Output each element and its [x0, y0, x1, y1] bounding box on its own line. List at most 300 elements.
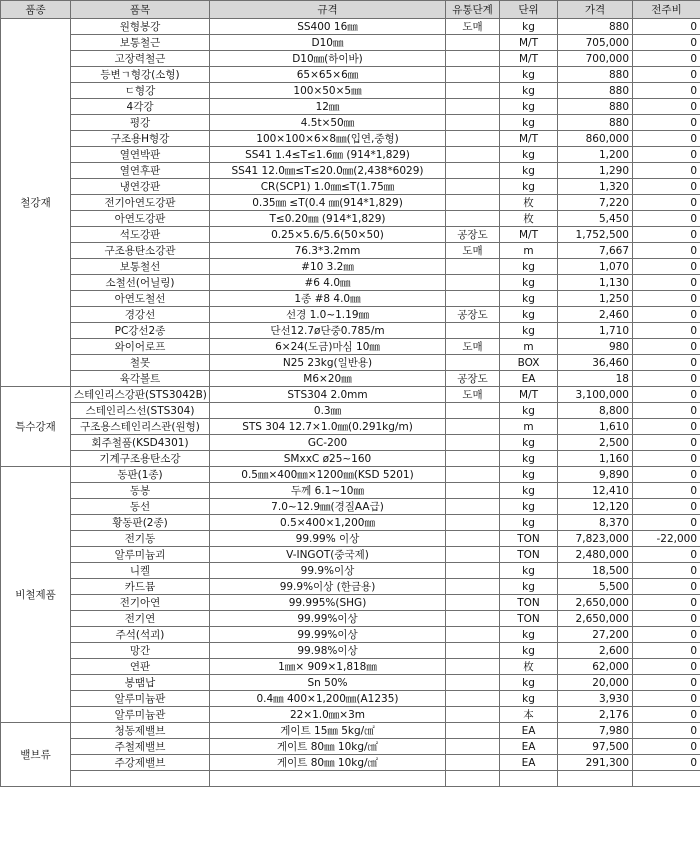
spec-cell: 단선12.7ø단중0.785/m — [210, 323, 446, 339]
price-cell: 18,500 — [558, 563, 633, 579]
distribution-stage-cell — [446, 547, 500, 563]
distribution-stage-cell — [446, 499, 500, 515]
spec-cell: 게이트 15㎜ 5kg/㎠ — [210, 723, 446, 739]
item-name-cell: 동봉 — [71, 483, 210, 499]
unit-cell: kg — [500, 323, 558, 339]
price-cell: 291,300 — [558, 755, 633, 771]
prev-week-change-cell: 0 — [633, 195, 700, 211]
table-row — [1, 467, 700, 483]
unit-cell: BOX — [500, 355, 558, 371]
prev-week-change-cell: 0 — [633, 179, 700, 195]
price-cell: 2,600 — [558, 643, 633, 659]
price-cell: 3,930 — [558, 691, 633, 707]
header-unit: 단위 — [500, 1, 558, 19]
table-row — [1, 275, 700, 291]
unit-cell: kg — [500, 579, 558, 595]
table-row — [1, 707, 700, 723]
prev-week-change-cell: 0 — [633, 67, 700, 83]
prev-week-change-cell: 0 — [633, 547, 700, 563]
table-row — [1, 51, 700, 67]
table-row — [1, 691, 700, 707]
unit-cell: kg — [500, 179, 558, 195]
price-cell: 12,410 — [558, 483, 633, 499]
unit-cell: kg — [500, 451, 558, 467]
table-row — [1, 147, 700, 163]
item-name-cell: 주강제밸브 — [71, 755, 210, 771]
item-name-cell: 전기연 — [71, 611, 210, 627]
unit-cell: kg — [500, 627, 558, 643]
spec-cell: 0.25×5.6/5.6(50×50) — [210, 227, 446, 243]
header-spec: 규격 — [210, 1, 446, 19]
item-name-cell: 냉연강판 — [71, 179, 210, 195]
distribution-stage-cell — [446, 643, 500, 659]
distribution-stage-cell — [446, 691, 500, 707]
item-name-cell — [71, 771, 210, 787]
spec-cell: 1종 #8 4.0㎜ — [210, 291, 446, 307]
spec-cell: #10 3.2㎜ — [210, 259, 446, 275]
price-cell: 36,460 — [558, 355, 633, 371]
spec-cell: V-INGOT(중국제) — [210, 547, 446, 563]
header-stage: 유통단계 — [446, 1, 500, 19]
unit-cell: kg — [500, 691, 558, 707]
table-row — [1, 403, 700, 419]
item-name-cell: PC강선2종 — [71, 323, 210, 339]
price-cell: 1,130 — [558, 275, 633, 291]
table-row — [1, 179, 700, 195]
category-cell: 철강재 — [1, 19, 71, 387]
table-row — [1, 739, 700, 755]
prev-week-change-cell: 0 — [633, 755, 700, 771]
item-name-cell: 니켈 — [71, 563, 210, 579]
unit-cell: kg — [500, 467, 558, 483]
spec-cell: 99.99% 이상 — [210, 531, 446, 547]
distribution-stage-cell — [446, 211, 500, 227]
prev-week-change-cell: 0 — [633, 451, 700, 467]
prev-week-change-cell: 0 — [633, 643, 700, 659]
prev-week-change-cell: 0 — [633, 163, 700, 179]
item-name-cell: 아연도철선 — [71, 291, 210, 307]
prev-week-change-cell — [633, 771, 700, 787]
distribution-stage-cell — [446, 563, 500, 579]
prev-week-change-cell: 0 — [633, 387, 700, 403]
prev-week-change-cell: 0 — [633, 115, 700, 131]
distribution-stage-cell — [446, 51, 500, 67]
prev-week-change-cell: 0 — [633, 355, 700, 371]
distribution-stage-cell — [446, 131, 500, 147]
unit-cell: kg — [500, 19, 558, 35]
prev-week-change-cell: 0 — [633, 99, 700, 115]
unit-cell: kg — [500, 67, 558, 83]
price-cell: 1,752,500 — [558, 227, 633, 243]
item-name-cell: 전기아연도강판 — [71, 195, 210, 211]
prev-week-change-cell: 0 — [633, 291, 700, 307]
price-cell: 7,220 — [558, 195, 633, 211]
distribution-stage-cell — [446, 67, 500, 83]
item-name-cell: 청동제밸브 — [71, 723, 210, 739]
item-name-cell: ㄷ형강 — [71, 83, 210, 99]
header-row — [1, 1, 700, 19]
unit-cell: kg — [500, 275, 558, 291]
table-row — [1, 547, 700, 563]
distribution-stage-cell — [446, 163, 500, 179]
spec-cell: 99.9%이상 — [210, 563, 446, 579]
distribution-stage-cell: 도매 — [446, 19, 500, 35]
price-cell: 8,800 — [558, 403, 633, 419]
prev-week-change-cell: 0 — [633, 83, 700, 99]
distribution-stage-cell — [446, 531, 500, 547]
table-row — [1, 419, 700, 435]
table-row — [1, 451, 700, 467]
distribution-stage-cell — [446, 99, 500, 115]
table-row — [1, 627, 700, 643]
price-cell: 880 — [558, 99, 633, 115]
table-row — [1, 771, 700, 787]
table-row — [1, 195, 700, 211]
prev-week-change-cell: 0 — [633, 611, 700, 627]
prev-week-change-cell: 0 — [633, 691, 700, 707]
unit-cell: EA — [500, 739, 558, 755]
distribution-stage-cell — [446, 275, 500, 291]
price-cell: 2,500 — [558, 435, 633, 451]
header-item: 품목 — [71, 1, 210, 19]
spec-cell: SS41 1.4≤T≤1.6㎜ (914*1,829) — [210, 147, 446, 163]
spec-cell: SMxxC ø25~160 — [210, 451, 446, 467]
unit-cell: kg — [500, 307, 558, 323]
distribution-stage-cell — [446, 611, 500, 627]
spec-cell: 65×65×6㎜ — [210, 67, 446, 83]
price-cell: 1,320 — [558, 179, 633, 195]
price-cell: 980 — [558, 339, 633, 355]
table-row — [1, 259, 700, 275]
spec-cell: 99.995%(SHG) — [210, 595, 446, 611]
unit-cell: kg — [500, 259, 558, 275]
price-cell — [558, 771, 633, 787]
prev-week-change-cell: 0 — [633, 307, 700, 323]
header-prev-week: 전주비 — [633, 1, 700, 19]
price-cell: 1,200 — [558, 147, 633, 163]
distribution-stage-cell — [446, 755, 500, 771]
table-row — [1, 291, 700, 307]
prev-week-change-cell: 0 — [633, 35, 700, 51]
unit-cell: kg — [500, 99, 558, 115]
price-cell: 2,650,000 — [558, 595, 633, 611]
price-cell: 1,160 — [558, 451, 633, 467]
table-row — [1, 83, 700, 99]
price-cell: 2,650,000 — [558, 611, 633, 627]
unit-cell: kg — [500, 83, 558, 99]
prev-week-change-cell: 0 — [633, 659, 700, 675]
price-cell: 20,000 — [558, 675, 633, 691]
category-cell: 특수강재 — [1, 387, 71, 467]
item-name-cell: 열연후판 — [71, 163, 210, 179]
item-name-cell: 전기아연 — [71, 595, 210, 611]
unit-cell: 枚 — [500, 659, 558, 675]
unit-cell: kg — [500, 563, 558, 579]
price-cell: 2,460 — [558, 307, 633, 323]
price-cell: 3,100,000 — [558, 387, 633, 403]
table-row — [1, 675, 700, 691]
spec-cell — [210, 771, 446, 787]
item-name-cell: 알루미늄판 — [71, 691, 210, 707]
prev-week-change-cell: 0 — [633, 259, 700, 275]
item-name-cell: 주철제밸브 — [71, 739, 210, 755]
item-name-cell: 황동판(2종) — [71, 515, 210, 531]
distribution-stage-cell: 도매 — [446, 243, 500, 259]
item-name-cell: 동선 — [71, 499, 210, 515]
spec-cell: M6×20㎜ — [210, 371, 446, 387]
spec-cell: D10㎜ — [210, 35, 446, 51]
price-cell: 9,890 — [558, 467, 633, 483]
spec-cell: 99.9%이상 (한금용) — [210, 579, 446, 595]
item-name-cell: 경강선 — [71, 307, 210, 323]
spec-cell: STS 304 12.7×1.0㎜(0.291kg/m) — [210, 419, 446, 435]
distribution-stage-cell — [446, 771, 500, 787]
unit-cell: M/T — [500, 35, 558, 51]
item-name-cell: 보통철근 — [71, 35, 210, 51]
price-cell: 880 — [558, 115, 633, 131]
unit-cell: kg — [500, 115, 558, 131]
unit-cell: M/T — [500, 131, 558, 147]
distribution-stage-cell — [446, 323, 500, 339]
item-name-cell: 카드뮴 — [71, 579, 210, 595]
table-row — [1, 515, 700, 531]
table-row — [1, 387, 700, 403]
prev-week-change-cell: 0 — [633, 499, 700, 515]
unit-cell: kg — [500, 163, 558, 179]
unit-cell: EA — [500, 723, 558, 739]
table-row — [1, 643, 700, 659]
spec-cell: 0.5㎜×400㎜×1200㎜(KSD 5201) — [210, 467, 446, 483]
prev-week-change-cell: 0 — [633, 435, 700, 451]
spec-cell: 99.99%이상 — [210, 611, 446, 627]
spec-cell: 0.3㎜ — [210, 403, 446, 419]
price-cell: 880 — [558, 83, 633, 99]
distribution-stage-cell: 공장도 — [446, 307, 500, 323]
distribution-stage-cell — [446, 419, 500, 435]
spec-cell: 선경 1.0~1.19㎜ — [210, 307, 446, 323]
unit-cell: EA — [500, 371, 558, 387]
item-name-cell: 연판 — [71, 659, 210, 675]
table-row — [1, 339, 700, 355]
spec-cell: 0.4㎜ 400×1,200㎜(A1235) — [210, 691, 446, 707]
distribution-stage-cell — [446, 451, 500, 467]
prev-week-change-cell: 0 — [633, 515, 700, 531]
item-name-cell: 소철선(어닐링) — [71, 275, 210, 291]
item-name-cell: 열연박판 — [71, 147, 210, 163]
prev-week-change-cell: 0 — [633, 51, 700, 67]
item-name-cell: 원형봉강 — [71, 19, 210, 35]
unit-cell: kg — [500, 515, 558, 531]
unit-cell: m — [500, 243, 558, 259]
prev-week-change-cell: 0 — [633, 227, 700, 243]
prev-week-change-cell: 0 — [633, 275, 700, 291]
unit-cell: M/T — [500, 227, 558, 243]
table-row — [1, 323, 700, 339]
prev-week-change-cell: 0 — [633, 339, 700, 355]
unit-cell: kg — [500, 499, 558, 515]
prev-week-change-cell: 0 — [633, 403, 700, 419]
spec-cell: 99.98%이상 — [210, 643, 446, 659]
distribution-stage-cell: 도매 — [446, 387, 500, 403]
spec-cell: 76.3*3.2mm — [210, 243, 446, 259]
table-row — [1, 435, 700, 451]
unit-cell: TON — [500, 547, 558, 563]
item-name-cell: 평강 — [71, 115, 210, 131]
prev-week-change-cell: 0 — [633, 483, 700, 499]
item-name-cell: 회주철품(KSD4301) — [71, 435, 210, 451]
item-name-cell: 주석(석괴) — [71, 627, 210, 643]
price-cell: 12,120 — [558, 499, 633, 515]
category-cell: 비철제품 — [1, 467, 71, 723]
distribution-stage-cell — [446, 35, 500, 51]
distribution-stage-cell — [446, 147, 500, 163]
price-cell: 7,980 — [558, 723, 633, 739]
table-row — [1, 499, 700, 515]
unit-cell: M/T — [500, 51, 558, 67]
price-cell: 5,500 — [558, 579, 633, 595]
price-cell: 7,823,000 — [558, 531, 633, 547]
prev-week-change-cell: 0 — [633, 323, 700, 339]
price-cell: 860,000 — [558, 131, 633, 147]
table-row — [1, 659, 700, 675]
spec-cell: GC-200 — [210, 435, 446, 451]
table-row — [1, 99, 700, 115]
table-row — [1, 723, 700, 739]
table-row — [1, 163, 700, 179]
distribution-stage-cell — [446, 403, 500, 419]
prev-week-change-cell: 0 — [633, 243, 700, 259]
price-cell: 1,610 — [558, 419, 633, 435]
distribution-stage-cell — [446, 179, 500, 195]
prev-week-change-cell: 0 — [633, 563, 700, 579]
spec-cell: CR(SCP1) 1.0㎜≤T(1.75㎜ — [210, 179, 446, 195]
unit-cell: TON — [500, 595, 558, 611]
spec-cell: #6 4.0㎜ — [210, 275, 446, 291]
spec-cell: 22×1.0㎜×3m — [210, 707, 446, 723]
item-name-cell: 동판(1종) — [71, 467, 210, 483]
spec-cell: T≤0.20㎜ (914*1,829) — [210, 211, 446, 227]
spec-cell: 100×100×6×8㎜(입연,중형) — [210, 131, 446, 147]
spec-cell: 100×50×5㎜ — [210, 83, 446, 99]
spec-cell: 게이트 80㎜ 10kg/㎠ — [210, 755, 446, 771]
distribution-stage-cell — [446, 739, 500, 755]
table-row — [1, 531, 700, 547]
price-cell: 1,250 — [558, 291, 633, 307]
distribution-stage-cell: 도매 — [446, 339, 500, 355]
table-row — [1, 755, 700, 771]
unit-cell: 枚 — [500, 211, 558, 227]
price-cell: 5,450 — [558, 211, 633, 227]
unit-cell: TON — [500, 531, 558, 547]
item-name-cell: 와이어로프 — [71, 339, 210, 355]
table-row — [1, 227, 700, 243]
distribution-stage-cell — [446, 435, 500, 451]
distribution-stage-cell: 공장도 — [446, 227, 500, 243]
distribution-stage-cell — [446, 115, 500, 131]
spec-cell: 7.0~12.9㎜(경질AA급) — [210, 499, 446, 515]
unit-cell: kg — [500, 147, 558, 163]
item-name-cell: 스테인리스선(STS304) — [71, 403, 210, 419]
prev-week-change-cell: 0 — [633, 707, 700, 723]
distribution-stage-cell — [446, 659, 500, 675]
unit-cell: kg — [500, 675, 558, 691]
item-name-cell: 알루미늄괴 — [71, 547, 210, 563]
item-name-cell: 아연도강판 — [71, 211, 210, 227]
spec-cell: 4.5t×50㎜ — [210, 115, 446, 131]
prev-week-change-cell: 0 — [633, 595, 700, 611]
unit-cell: kg — [500, 643, 558, 659]
unit-cell: M/T — [500, 387, 558, 403]
price-cell: 8,370 — [558, 515, 633, 531]
item-name-cell: 보통철선 — [71, 259, 210, 275]
unit-cell — [500, 771, 558, 787]
distribution-stage-cell — [446, 579, 500, 595]
table-row — [1, 67, 700, 83]
table-row — [1, 483, 700, 499]
price-cell: 2,176 — [558, 707, 633, 723]
price-cell: 27,200 — [558, 627, 633, 643]
distribution-stage-cell — [446, 355, 500, 371]
unit-cell: kg — [500, 435, 558, 451]
item-name-cell: 구조용H형강 — [71, 131, 210, 147]
spec-cell: N25 23kg(일반용) — [210, 355, 446, 371]
price-table-body — [1, 19, 700, 787]
category-cell: 밸브류 — [1, 723, 71, 787]
distribution-stage-cell — [446, 675, 500, 691]
table-row — [1, 35, 700, 51]
spec-cell: 게이트 80㎜ 10kg/㎠ — [210, 739, 446, 755]
item-name-cell: 알루미늄관 — [71, 707, 210, 723]
item-name-cell: 육각볼트 — [71, 371, 210, 387]
prev-week-change-cell: 0 — [633, 19, 700, 35]
table-row — [1, 19, 700, 35]
unit-cell: 本 — [500, 707, 558, 723]
item-name-cell: 4각강 — [71, 99, 210, 115]
price-cell: 700,000 — [558, 51, 633, 67]
price-cell: 880 — [558, 67, 633, 83]
item-name-cell: 석도강판 — [71, 227, 210, 243]
prev-week-change-cell: 0 — [633, 627, 700, 643]
unit-cell: kg — [500, 291, 558, 307]
prev-week-change-cell: 0 — [633, 131, 700, 147]
item-name-cell: 망간 — [71, 643, 210, 659]
price-cell: 705,000 — [558, 35, 633, 51]
unit-cell: m — [500, 419, 558, 435]
item-name-cell: 기계구조용탄소강 — [71, 451, 210, 467]
spec-cell: 0.5×400×1,200㎜ — [210, 515, 446, 531]
item-name-cell: 봉땜납 — [71, 675, 210, 691]
table-row — [1, 115, 700, 131]
table-row — [1, 563, 700, 579]
distribution-stage-cell — [446, 195, 500, 211]
spec-cell: D10㎜(하이바) — [210, 51, 446, 67]
table-row — [1, 355, 700, 371]
price-cell: 62,000 — [558, 659, 633, 675]
price-cell: 1,290 — [558, 163, 633, 179]
item-name-cell: 등변ㄱ형강(소형) — [71, 67, 210, 83]
price-cell: 2,480,000 — [558, 547, 633, 563]
spec-cell: Sn 50% — [210, 675, 446, 691]
table-row — [1, 579, 700, 595]
prev-week-change-cell: 0 — [633, 371, 700, 387]
table-row — [1, 131, 700, 147]
distribution-stage-cell: 공장도 — [446, 371, 500, 387]
spec-cell: 1㎜× 909×1,818㎜ — [210, 659, 446, 675]
spec-cell: STS304 2.0mm — [210, 387, 446, 403]
header-category: 품종 — [1, 1, 71, 19]
unit-cell: m — [500, 339, 558, 355]
unit-cell: kg — [500, 483, 558, 499]
